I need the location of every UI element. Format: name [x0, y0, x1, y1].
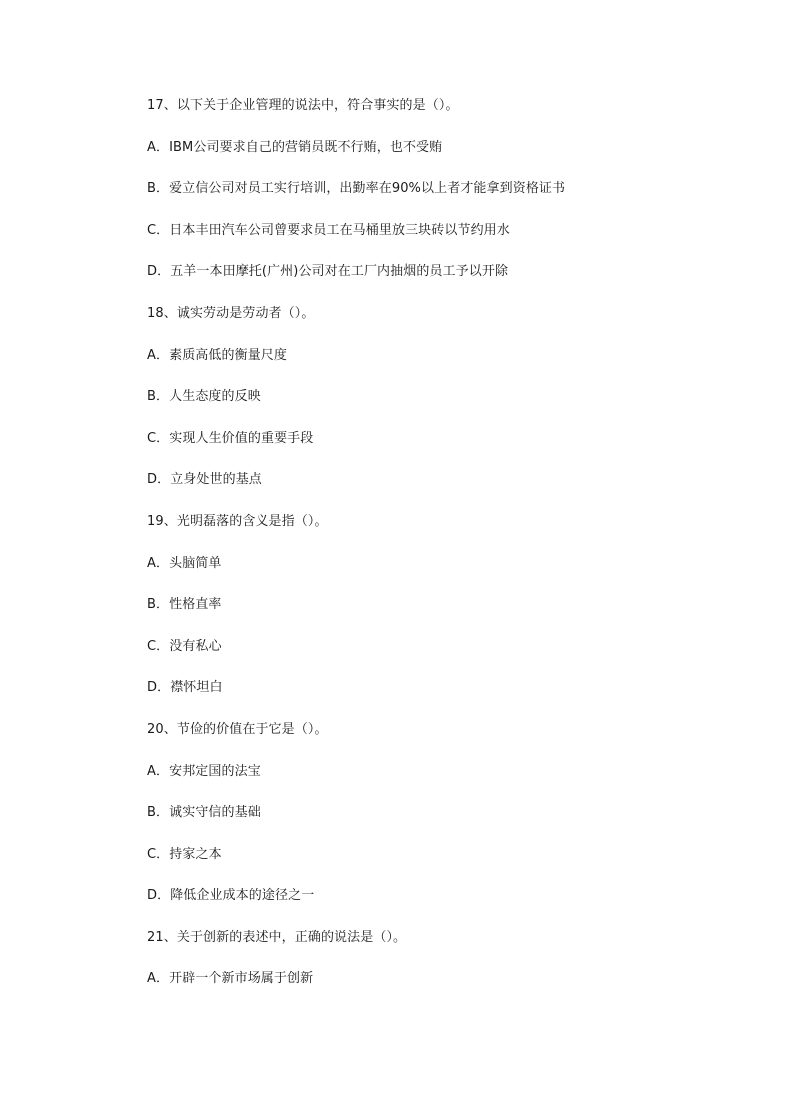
question-18-stem: 18、诚实劳动是劳动者（）。	[147, 305, 315, 321]
question-19-option-b: B．性格直率	[147, 597, 222, 613]
question-19-option-d: D．襟怀坦白	[147, 680, 223, 696]
question-19-option-a: A．头脑简单	[147, 555, 222, 571]
question-18-option-a: A．素质高低的衡量尺度	[147, 347, 287, 363]
question-19-option-c: C．没有私心	[147, 638, 222, 654]
question-19-stem: 19、光明磊落的含义是指（）。	[147, 513, 328, 529]
question-18-option-b: B．人生态度的反映	[147, 389, 261, 405]
question-20-option-b: B．诚实守信的基础	[147, 805, 261, 821]
question-21-stem: 21、关于创新的表述中，正确的说法是（）。	[147, 929, 407, 945]
question-17-stem: 17、以下关于企业管理的说法中，符合事实的是（）。	[147, 98, 459, 113]
question-18-option-d: D．立身处世的基点	[147, 472, 262, 488]
question-20-option-d: D．降低企业成本的途径之一	[147, 888, 315, 904]
question-18-option-c: C．实现人生价值的重要手段	[147, 430, 314, 446]
question-17-option-d: D．五羊一本田摩托(广州)公司对在工厂内抽烟的员工予以开除	[147, 264, 509, 280]
question-17-option-a: A．IBM公司要求自己的营销员既不行贿，也不受贿	[147, 139, 443, 155]
question-20-option-c: C．持家之本	[147, 846, 222, 862]
question-17-option-c: C．日本丰田汽车公司曾要求员工在马桶里放三块砖以节约用水	[147, 222, 510, 238]
document-content	[147, 96, 747, 1011]
question-20-stem: 20、节俭的价值在于它是（）。	[147, 721, 328, 737]
question-17-option-b: B．爱立信公司对员工实行培训，出勤率在90%以上者才能拿到资格证书	[147, 181, 566, 197]
question-20-option-a: A．安邦定国的法宝	[147, 763, 261, 779]
question-21-option-a: A．开辟一个新市场属于创新	[147, 971, 314, 987]
